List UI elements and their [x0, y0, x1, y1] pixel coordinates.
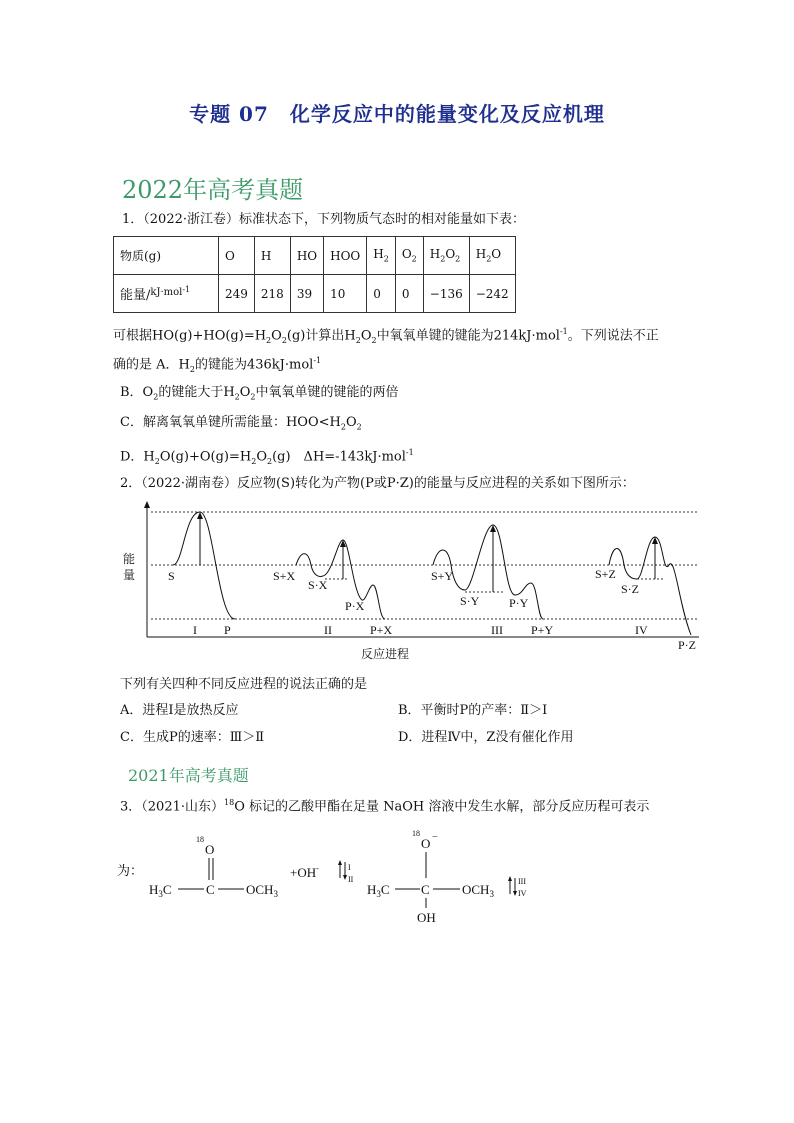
q1-text-line-1: 可根据$HO(g)+HO(g)=H_2O_2(g)$计算出$H_2O_2$中氧氧单键的键能为214kJ·mol$^{-1}$。下列说法不正	[113, 327, 659, 345]
table-cell-species: O	[219, 237, 255, 275]
hydroxyl-group: OH	[417, 910, 436, 925]
label-p-dot-y: P·Y	[509, 596, 529, 610]
q2-option-c: C．生成P的速率：Ⅲ＞Ⅱ	[120, 730, 265, 745]
section-heading-2021: 2021年高考真题	[128, 766, 249, 785]
table-cell-value: 218	[254, 275, 290, 313]
label-s-plus-z: S+Z	[595, 567, 616, 581]
q1-stem: 1．（2022·浙江卷）标准状态下，下列物质气态时的相对能量如下表：	[122, 212, 525, 227]
label-process-ii: II	[324, 623, 332, 637]
page-title: 专题 07 化学反应中的能量变化及反应机理	[189, 102, 605, 126]
hydroxide: +OH-	[290, 864, 319, 880]
methyl-group: $H_3C$	[149, 882, 172, 899]
q1-option-a: 确的是 A．$H_2$的键能为436kJ·mol$^{-1}$	[113, 356, 322, 374]
q1-option-d: D．$H_2O(g)+O(g)=H_2O_2(g)$ ΔH=-143kJ·mol$^{-1}$	[120, 448, 414, 466]
label-p-plus-x: P+X	[370, 623, 393, 637]
methyl-group-2: $H_3C$	[367, 882, 390, 899]
table-row	[114, 275, 516, 313]
table-cell-value: 249	[219, 275, 255, 313]
q3-stem: 3．（2021·山东）$^{18}$O 标记的乙酸甲酯在足量 NaOH 溶液中发生水解，部分反应历程可表示	[120, 798, 650, 815]
label-s-dot-y: S·Y	[460, 594, 480, 608]
table-cell-species: HOO	[324, 237, 367, 275]
svg-text:IV: IV	[518, 889, 527, 898]
methoxy-group: $OCH_3$	[246, 882, 278, 899]
table-cell-value: 39	[290, 275, 323, 313]
energy-profile-diagram	[113, 495, 713, 665]
svg-text:I: I	[348, 863, 351, 872]
label-p-dot-x: P·X	[345, 599, 365, 613]
label-p-plus-y: P+Y	[531, 623, 554, 637]
q2-option-b: B．平衡时P的产率：Ⅱ＞Ⅰ	[398, 703, 548, 718]
reaction-mechanism-scheme	[112, 818, 552, 928]
table-cell-species: $H_2O_2$	[423, 237, 469, 275]
table-cell-species: HO	[290, 237, 323, 275]
label-s: S	[168, 569, 175, 583]
q2-question: 下列有关四种不同反应进程的说法正确的是	[120, 677, 368, 692]
methoxy-group-2: $OCH_3$	[462, 882, 494, 899]
q1-option-c: C．解离氧氧单键所需能量：$HOO<H_2O_2$	[120, 415, 362, 432]
table-cell-value: −136	[423, 275, 469, 313]
carbonyl-carbon: C	[206, 882, 215, 897]
label-s-plus-x: S+X	[273, 569, 296, 583]
table-row	[114, 237, 516, 275]
negative-charge: −	[432, 832, 438, 843]
y-axis-arrow	[144, 501, 150, 508]
label-s-plus-y: S+Y	[431, 569, 454, 583]
energy-table	[113, 236, 516, 313]
q2-option-a: A．进程Ⅰ是放热反应	[120, 703, 239, 718]
svg-text:II: II	[348, 875, 354, 884]
table-cell-species: $O_2$	[395, 237, 423, 275]
isotope-label: 18	[196, 835, 204, 844]
label-process-iv: IV	[635, 623, 648, 637]
y-label-liang: 量	[123, 568, 136, 582]
carbonyl-oxygen: O	[205, 842, 215, 857]
table-cell-value: 10	[324, 275, 367, 313]
alkoxide-oxygen: O	[421, 836, 431, 851]
section-heading-2022: 2022年高考真题	[122, 176, 304, 204]
table-cell-species: $H_2O$	[469, 237, 515, 275]
q2-stem: 2．（2022·湖南卷）反应物(S)转化为产物(P或P·Z)的能量与反应进程的关系如下图所示：	[120, 476, 635, 491]
equilibrium-arrows-2	[508, 876, 527, 898]
isotope-label-2: 18	[412, 829, 420, 838]
label-s-dot-z: S·Z	[621, 582, 639, 596]
table-cell-value: −242	[469, 275, 515, 313]
equilibrium-arrows-1	[338, 860, 354, 884]
label-p-dot-z: P·Z	[678, 638, 696, 652]
table-cell-value: 0	[395, 275, 423, 313]
table-header-cell: 物质(g)	[114, 237, 219, 275]
q1-option-b: B．$O_2$的键能大于$H_2O_2$中氧氧单键的键能的两倍	[120, 385, 399, 402]
central-carbon: C	[421, 882, 430, 897]
y-label-neng: 能	[123, 552, 136, 566]
table-header-cell: 能量/$^{kJ\cdot mol-1}$	[114, 275, 219, 313]
q2-option-d: D．进程Ⅳ中，Z没有催化作用	[398, 730, 574, 745]
q3-prefix: 为：	[117, 863, 144, 878]
label-process-i: I	[193, 623, 197, 637]
table-cell-species: $H_2$	[367, 237, 396, 275]
table-cell-value: 0	[367, 275, 396, 313]
label-s-dot-x: S·X	[308, 578, 328, 592]
label-process-iii: III	[491, 623, 503, 637]
table-cell-species: H	[254, 237, 290, 275]
label-p: P	[224, 623, 231, 637]
x-axis-label: 反应进程	[361, 647, 410, 661]
svg-text:III: III	[518, 877, 526, 886]
